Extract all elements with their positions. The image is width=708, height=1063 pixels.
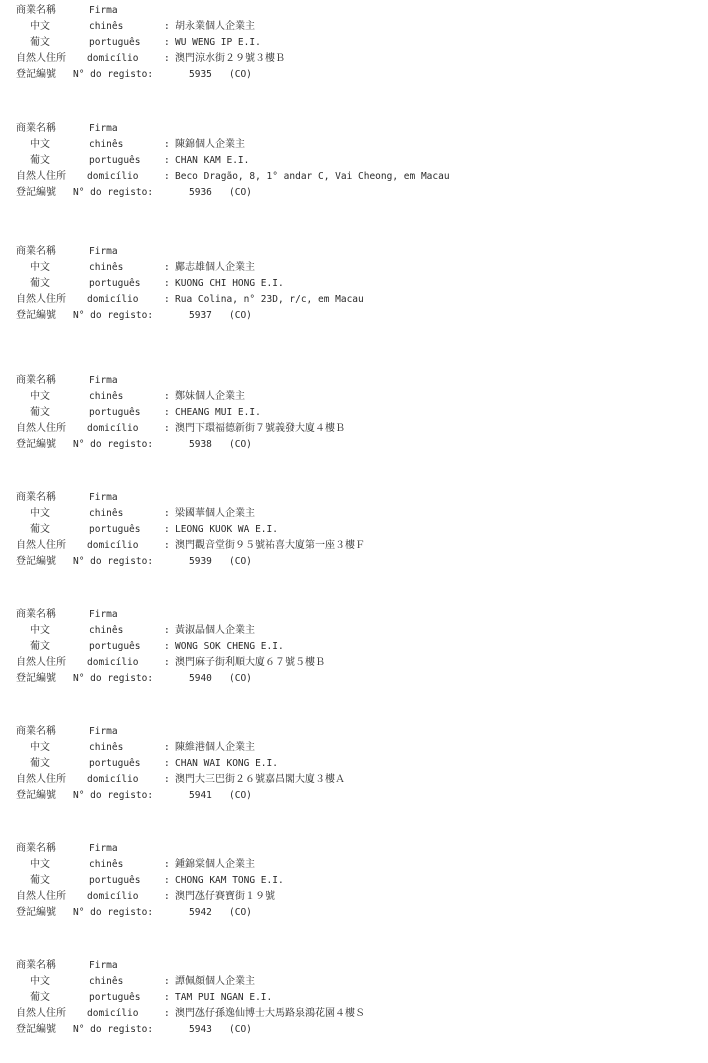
- domicile-label-pt: domicílio: [87, 1008, 139, 1019]
- registry-label-cn: 登記編號: [16, 439, 56, 450]
- registry-code: (CO): [229, 1024, 252, 1035]
- colon: :: [164, 155, 170, 166]
- registry-label-pt: N° do registo:: [73, 69, 154, 80]
- domicile-value: 澳門觀音堂街９５號祐喜大廈第一座３樓Ｆ: [175, 540, 365, 551]
- firm-label-pt: Firma: [89, 843, 118, 854]
- registry-label-cn: 登記編號: [16, 69, 56, 80]
- firm-name-chinese: 胡永業個人企業主: [175, 21, 255, 32]
- firm-name-chinese: 陳錦個人企業主: [175, 139, 245, 150]
- domicile-value: 澳門大三巴街２６號嘉昌閣大廈３樓Ａ: [175, 774, 345, 785]
- portuguese-name-line: [16, 639, 696, 655]
- domicile-label-cn: 自然人住所: [16, 657, 66, 668]
- firm-label-cn: 商業名稱: [16, 123, 56, 134]
- colon: :: [164, 859, 170, 870]
- registry-record: [16, 121, 696, 201]
- domicile-line: [16, 421, 696, 437]
- chinese-label-pt: chinês: [89, 391, 124, 402]
- firm-label-cn: 商業名稱: [16, 375, 56, 386]
- firm-label-pt: Firma: [89, 960, 118, 971]
- registry-line: [16, 671, 696, 687]
- colon: :: [164, 524, 170, 535]
- portuguese-label-pt: português: [89, 758, 141, 769]
- portuguese-label-pt: português: [89, 875, 141, 886]
- firm-name-chinese: 譚佩顏個人企業主: [175, 976, 255, 987]
- registry-number: 5942: [189, 907, 212, 918]
- chinese-label-pt: chinês: [89, 742, 124, 753]
- portuguese-label-pt: português: [89, 278, 141, 289]
- firm-header-line: [16, 841, 696, 857]
- colon: :: [164, 423, 170, 434]
- firm-label-pt: Firma: [89, 123, 118, 134]
- firm-header-line: [16, 373, 696, 389]
- firm-label-pt: Firma: [89, 5, 118, 16]
- chinese-label-cn: 中文: [30, 21, 50, 32]
- colon: :: [164, 407, 170, 418]
- colon: :: [164, 758, 170, 769]
- registry-label-pt: N° do registo:: [73, 556, 154, 567]
- domicile-line: [16, 1006, 696, 1022]
- registry-label-cn: 登記編號: [16, 1024, 56, 1035]
- colon: :: [164, 1008, 170, 1019]
- colon: :: [164, 742, 170, 753]
- firm-name-portuguese: WONG SOK CHENG E.I.: [175, 641, 284, 652]
- domicile-label-pt: domicílio: [87, 774, 139, 785]
- colon: :: [164, 171, 170, 182]
- firm-label-pt: Firma: [89, 609, 118, 620]
- portuguese-label-pt: português: [89, 992, 141, 1003]
- domicile-line: [16, 655, 696, 671]
- registry-code: (CO): [229, 187, 252, 198]
- registry-label-cn: 登記編號: [16, 673, 56, 684]
- registry-line: [16, 905, 696, 921]
- colon: :: [164, 891, 170, 902]
- colon: :: [164, 278, 170, 289]
- domicile-label-pt: domicílio: [87, 891, 139, 902]
- registry-code: (CO): [229, 673, 252, 684]
- portuguese-label-pt: português: [89, 524, 141, 535]
- domicile-value: Beco Dragão, 8, 1° andar C, Vai Cheong, em Macau: [175, 171, 450, 182]
- chinese-label-pt: chinês: [89, 262, 124, 273]
- chinese-name-line: [16, 857, 696, 873]
- registry-code: (CO): [229, 907, 252, 918]
- chinese-label-cn: 中文: [30, 859, 50, 870]
- domicile-value: 澳門氹仔孫逸仙博士大馬路泉鴻花園４樓Ｓ: [175, 1008, 365, 1019]
- portuguese-label-pt: português: [89, 155, 141, 166]
- domicile-value: Rua Colina, n° 23D, r/c, em Macau: [175, 294, 364, 305]
- portuguese-name-line: [16, 522, 696, 538]
- chinese-name-line: [16, 389, 696, 405]
- domicile-label-cn: 自然人住所: [16, 1008, 66, 1019]
- firm-name-portuguese: TAM PUI NGAN E.I.: [175, 992, 273, 1003]
- firm-header-line: [16, 724, 696, 740]
- portuguese-label-cn: 葡文: [30, 37, 50, 48]
- registry-record: [16, 490, 696, 570]
- registry-record: [16, 373, 696, 453]
- domicile-value: 澳門下環福德新街７號義發大廈４樓Ｂ: [175, 423, 345, 434]
- domicile-line: [16, 169, 696, 185]
- portuguese-label-cn: 葡文: [30, 758, 50, 769]
- firm-header-line: [16, 244, 696, 260]
- firm-label-cn: 商業名稱: [16, 726, 56, 737]
- colon: :: [164, 657, 170, 668]
- registry-record: [16, 607, 696, 687]
- registry-number: 5940: [189, 673, 212, 684]
- registry-number: 5936: [189, 187, 212, 198]
- registry-label-pt: N° do registo:: [73, 907, 154, 918]
- chinese-label-pt: chinês: [89, 976, 124, 987]
- portuguese-name-line: [16, 756, 696, 772]
- domicile-label-cn: 自然人住所: [16, 171, 66, 182]
- domicile-value: 澳門氹仔賽寶街１９號: [175, 891, 275, 902]
- chinese-label-cn: 中文: [30, 262, 50, 273]
- firm-name-chinese: 鄺志雄個人企業主: [175, 262, 255, 273]
- domicile-label-cn: 自然人住所: [16, 53, 66, 64]
- domicile-line: [16, 292, 696, 308]
- chinese-name-line: [16, 19, 696, 35]
- domicile-label-cn: 自然人住所: [16, 774, 66, 785]
- chinese-name-line: [16, 740, 696, 756]
- portuguese-label-cn: 葡文: [30, 524, 50, 535]
- registry-label-cn: 登記編號: [16, 556, 56, 567]
- portuguese-label-cn: 葡文: [30, 992, 50, 1003]
- portuguese-name-line: [16, 990, 696, 1006]
- chinese-name-line: [16, 506, 696, 522]
- firm-name-portuguese: KUONG CHI HONG E.I.: [175, 278, 284, 289]
- registry-label-cn: 登記編號: [16, 187, 56, 198]
- domicile-line: [16, 538, 696, 554]
- domicile-label-pt: domicílio: [87, 657, 139, 668]
- registry-line: [16, 67, 696, 83]
- chinese-name-line: [16, 260, 696, 276]
- registry-code: (CO): [229, 439, 252, 450]
- colon: :: [164, 262, 170, 273]
- registry-line: [16, 554, 696, 570]
- registry-number: 5935: [189, 69, 212, 80]
- chinese-label-pt: chinês: [89, 139, 124, 150]
- firm-name-portuguese: LEONG KUOK WA E.I.: [175, 524, 278, 535]
- registry-label-pt: N° do registo:: [73, 1024, 154, 1035]
- colon: :: [164, 625, 170, 636]
- registry-code: (CO): [229, 556, 252, 567]
- portuguese-label-cn: 葡文: [30, 407, 50, 418]
- colon: :: [164, 976, 170, 987]
- registry-record: [16, 244, 696, 324]
- registry-record: [16, 3, 696, 83]
- colon: :: [164, 992, 170, 1003]
- registry-label-pt: N° do registo:: [73, 187, 154, 198]
- registry-label-pt: N° do registo:: [73, 439, 154, 450]
- registry-line: [16, 308, 696, 324]
- chinese-label-cn: 中文: [30, 976, 50, 987]
- firm-name-portuguese: WU WENG IP E.I.: [175, 37, 261, 48]
- chinese-label-cn: 中文: [30, 625, 50, 636]
- firm-name-portuguese: CHONG KAM TONG E.I.: [175, 875, 284, 886]
- portuguese-label-pt: português: [89, 407, 141, 418]
- registry-record: [16, 841, 696, 921]
- colon: :: [164, 641, 170, 652]
- domicile-line: [16, 51, 696, 67]
- portuguese-name-line: [16, 276, 696, 292]
- colon: :: [164, 391, 170, 402]
- registry-number: 5943: [189, 1024, 212, 1035]
- portuguese-label-cn: 葡文: [30, 278, 50, 289]
- domicile-label-cn: 自然人住所: [16, 423, 66, 434]
- portuguese-name-line: [16, 405, 696, 421]
- domicile-line: [16, 772, 696, 788]
- firm-label-pt: Firma: [89, 492, 118, 503]
- portuguese-label-cn: 葡文: [30, 641, 50, 652]
- firm-name-chinese: 黃淑晶個人企業主: [175, 625, 255, 636]
- registry-number: 5939: [189, 556, 212, 567]
- firm-name-chinese: 鄭妹個人企業主: [175, 391, 245, 402]
- registry-line: [16, 437, 696, 453]
- domicile-label-pt: domicílio: [87, 294, 139, 305]
- domicile-label-cn: 自然人住所: [16, 540, 66, 551]
- registry-line: [16, 185, 696, 201]
- portuguese-label-cn: 葡文: [30, 875, 50, 886]
- firm-header-line: [16, 121, 696, 137]
- registry-label-cn: 登記編號: [16, 790, 56, 801]
- firm-label-cn: 商業名稱: [16, 492, 56, 503]
- registry-code: (CO): [229, 790, 252, 801]
- firm-label-cn: 商業名稱: [16, 609, 56, 620]
- colon: :: [164, 21, 170, 32]
- chinese-label-cn: 中文: [30, 391, 50, 402]
- registry-line: [16, 788, 696, 804]
- domicile-value: 澳門涼水街２９號３樓Ｂ: [175, 53, 285, 64]
- chinese-name-line: [16, 137, 696, 153]
- firm-header-line: [16, 958, 696, 974]
- registry-number: 5938: [189, 439, 212, 450]
- firm-name-portuguese: CHAN WAI KONG E.I.: [175, 758, 278, 769]
- chinese-label-pt: chinês: [89, 21, 124, 32]
- colon: :: [164, 774, 170, 785]
- firm-header-line: [16, 3, 696, 19]
- portuguese-name-line: [16, 873, 696, 889]
- chinese-label-cn: 中文: [30, 742, 50, 753]
- registry-code: (CO): [229, 69, 252, 80]
- registry-label-cn: 登記編號: [16, 310, 56, 321]
- portuguese-label-pt: português: [89, 37, 141, 48]
- domicile-label-pt: domicílio: [87, 171, 139, 182]
- firm-header-line: [16, 607, 696, 623]
- firm-name-chinese: 陳維港個人企業主: [175, 742, 255, 753]
- domicile-label-pt: domicílio: [87, 53, 139, 64]
- firm-name-chinese: 梁國華個人企業主: [175, 508, 255, 519]
- registry-code: (CO): [229, 310, 252, 321]
- registry-record: [16, 724, 696, 804]
- chinese-label-pt: chinês: [89, 625, 124, 636]
- colon: :: [164, 139, 170, 150]
- firm-label-cn: 商業名稱: [16, 843, 56, 854]
- firm-label-pt: Firma: [89, 246, 118, 257]
- portuguese-name-line: [16, 153, 696, 169]
- chinese-name-line: [16, 623, 696, 639]
- firm-label-pt: Firma: [89, 726, 118, 737]
- chinese-label-cn: 中文: [30, 139, 50, 150]
- domicile-label-pt: domicílio: [87, 540, 139, 551]
- chinese-name-line: [16, 974, 696, 990]
- domicile-label-pt: domicílio: [87, 423, 139, 434]
- portuguese-label-pt: português: [89, 641, 141, 652]
- portuguese-label-cn: 葡文: [30, 155, 50, 166]
- registry-label-pt: N° do registo:: [73, 310, 154, 321]
- firm-name-portuguese: CHAN KAM E.I.: [175, 155, 250, 166]
- colon: :: [164, 53, 170, 64]
- registry-line: [16, 1022, 696, 1038]
- firm-name-chinese: 鍾錦棠個人企業主: [175, 859, 255, 870]
- firm-name-portuguese: CHEANG MUI E.I.: [175, 407, 261, 418]
- registry-number: 5937: [189, 310, 212, 321]
- domicile-label-cn: 自然人住所: [16, 891, 66, 902]
- domicile-label-cn: 自然人住所: [16, 294, 66, 305]
- domicile-line: [16, 889, 696, 905]
- chinese-label-pt: chinês: [89, 508, 124, 519]
- firm-label-cn: 商業名稱: [16, 246, 56, 257]
- registry-number: 5941: [189, 790, 212, 801]
- chinese-label-pt: chinês: [89, 859, 124, 870]
- domicile-value: 澳門麻子街利順大廈６７號５樓Ｂ: [175, 657, 325, 668]
- colon: :: [164, 294, 170, 305]
- colon: :: [164, 540, 170, 551]
- colon: :: [164, 875, 170, 886]
- registry-label-cn: 登記編號: [16, 907, 56, 918]
- firm-label-cn: 商業名稱: [16, 5, 56, 16]
- registry-record: [16, 958, 696, 1038]
- registry-label-pt: N° do registo:: [73, 673, 154, 684]
- portuguese-name-line: [16, 35, 696, 51]
- firm-label-cn: 商業名稱: [16, 960, 56, 971]
- firm-header-line: [16, 490, 696, 506]
- colon: :: [164, 508, 170, 519]
- firm-label-pt: Firma: [89, 375, 118, 386]
- colon: :: [164, 37, 170, 48]
- registry-label-pt: N° do registo:: [73, 790, 154, 801]
- chinese-label-cn: 中文: [30, 508, 50, 519]
